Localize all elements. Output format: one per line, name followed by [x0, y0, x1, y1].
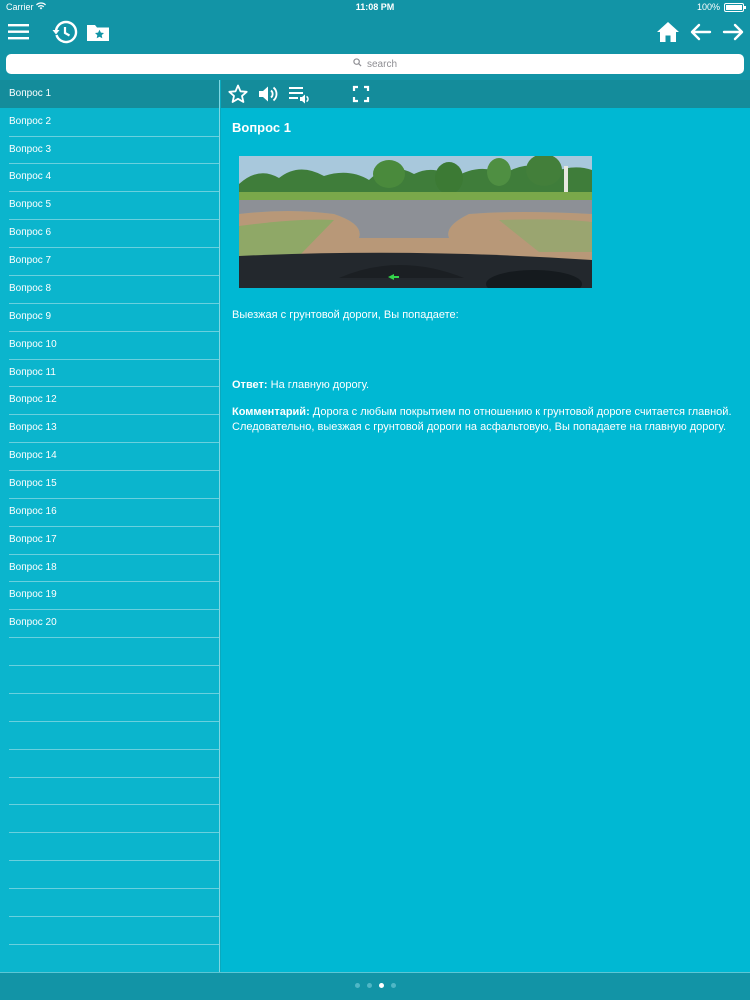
hamburger-icon[interactable] — [6, 19, 32, 45]
playlist-audio-icon[interactable] — [288, 83, 310, 105]
divider — [9, 804, 219, 805]
divider — [9, 944, 219, 945]
divider — [9, 191, 219, 192]
sidebar-item-2[interactable]: Вопрос 2 — [9, 116, 52, 127]
sidebar-item-19[interactable]: Вопрос 19 — [9, 589, 57, 600]
sidebar-item-12[interactable]: Вопрос 12 — [9, 394, 57, 405]
page-dot[interactable] — [367, 983, 372, 988]
page-dot[interactable] — [391, 983, 396, 988]
page-indicator[interactable] — [0, 983, 750, 988]
answer — [232, 379, 369, 391]
comment-text: Дорога с любым покрытием по отношению к грунтовой дороге считается главной. Следовательно, выезжая с грунтовой дороги на асфальтовую, Вы попадаете на главную дорогу. — [232, 406, 732, 433]
sidebar-item-18[interactable]: Вопрос 18 — [9, 562, 57, 573]
sidebar-item-9[interactable]: Вопрос 9 — [9, 311, 52, 322]
divider — [9, 749, 219, 750]
sidebar-item-16[interactable]: Вопрос 16 — [9, 506, 57, 517]
sidebar-item-1[interactable]: Вопрос 1 — [0, 80, 219, 108]
divider — [9, 777, 219, 778]
sidebar-item-10[interactable]: Вопрос 10 — [9, 339, 57, 350]
page-title: Вопрос 1 — [232, 120, 291, 135]
divider — [9, 916, 219, 917]
battery-icon — [724, 3, 744, 12]
divider — [9, 554, 219, 555]
question-list[interactable] — [0, 80, 220, 972]
clock: 11:08 PM — [355, 2, 395, 12]
search-input[interactable] — [6, 54, 744, 74]
divider — [9, 386, 219, 387]
answer-label: Ответ: — [232, 379, 268, 391]
divider — [9, 721, 219, 722]
arrow-right-icon[interactable] — [720, 19, 746, 45]
sidebar-item-13[interactable]: Вопрос 13 — [9, 422, 57, 433]
sidebar-item-4[interactable]: Вопрос 4 — [9, 171, 52, 182]
divider — [9, 303, 219, 304]
divider — [9, 163, 219, 164]
sidebar-item-14[interactable]: Вопрос 14 — [9, 450, 57, 461]
divider — [9, 526, 219, 527]
question-text: Выезжая с грунтовой дороги, Вы попадаете: — [232, 309, 459, 321]
sidebar-item-15[interactable]: Вопрос 15 — [9, 478, 57, 489]
speaker-icon[interactable] — [257, 83, 279, 105]
divider — [9, 832, 219, 833]
divider — [9, 359, 219, 360]
page-dot-current[interactable] — [379, 983, 384, 988]
home-icon[interactable] — [655, 19, 681, 45]
battery-percent: 100% — [696, 2, 720, 12]
question-content — [221, 108, 750, 972]
page-dot[interactable] — [355, 983, 360, 988]
sidebar-item-20[interactable]: Вопрос 20 — [9, 617, 57, 628]
comment-label: Комментарий: — [232, 406, 310, 418]
star-icon[interactable] — [227, 83, 249, 105]
divider — [9, 442, 219, 443]
divider — [9, 498, 219, 499]
divider — [9, 609, 219, 610]
content-toolbar — [221, 80, 750, 108]
sidebar-item-7[interactable]: Вопрос 7 — [9, 255, 52, 266]
arrow-left-icon[interactable] — [688, 19, 714, 45]
sidebar-item-6[interactable]: Вопрос 6 — [9, 227, 52, 238]
divider — [9, 136, 219, 137]
divider — [9, 637, 219, 638]
divider — [9, 414, 219, 415]
sidebar-item-17[interactable]: Вопрос 17 — [9, 534, 57, 545]
divider — [9, 581, 219, 582]
carrier-label: Carrier — [6, 2, 34, 12]
divider — [9, 888, 219, 889]
divider — [9, 693, 219, 694]
divider — [9, 665, 219, 666]
divider — [9, 470, 219, 471]
search-placeholder: search — [366, 58, 397, 70]
sidebar-item-8[interactable]: Вопрос 8 — [9, 283, 52, 294]
divider — [9, 219, 219, 220]
answer-text: На главную дорогу. — [267, 379, 370, 391]
search-bar — [0, 49, 750, 80]
divider — [9, 860, 219, 861]
bottom-bar — [0, 972, 750, 1000]
divider — [9, 275, 219, 276]
divider — [9, 247, 219, 248]
divider — [9, 331, 219, 332]
fullscreen-icon[interactable] — [350, 83, 372, 105]
question-photo — [239, 156, 592, 288]
status-bar — [0, 0, 750, 15]
sidebar-item-3[interactable]: Вопрос 3 — [9, 144, 52, 155]
history-icon[interactable] — [52, 19, 78, 45]
folder-star-icon[interactable] — [85, 19, 111, 45]
search-icon — [353, 58, 362, 70]
nav-bar — [0, 15, 750, 49]
sidebar-item-11[interactable]: Вопрос 11 — [9, 367, 56, 378]
comment — [232, 405, 742, 435]
sidebar-item-5[interactable]: Вопрос 5 — [9, 199, 52, 210]
